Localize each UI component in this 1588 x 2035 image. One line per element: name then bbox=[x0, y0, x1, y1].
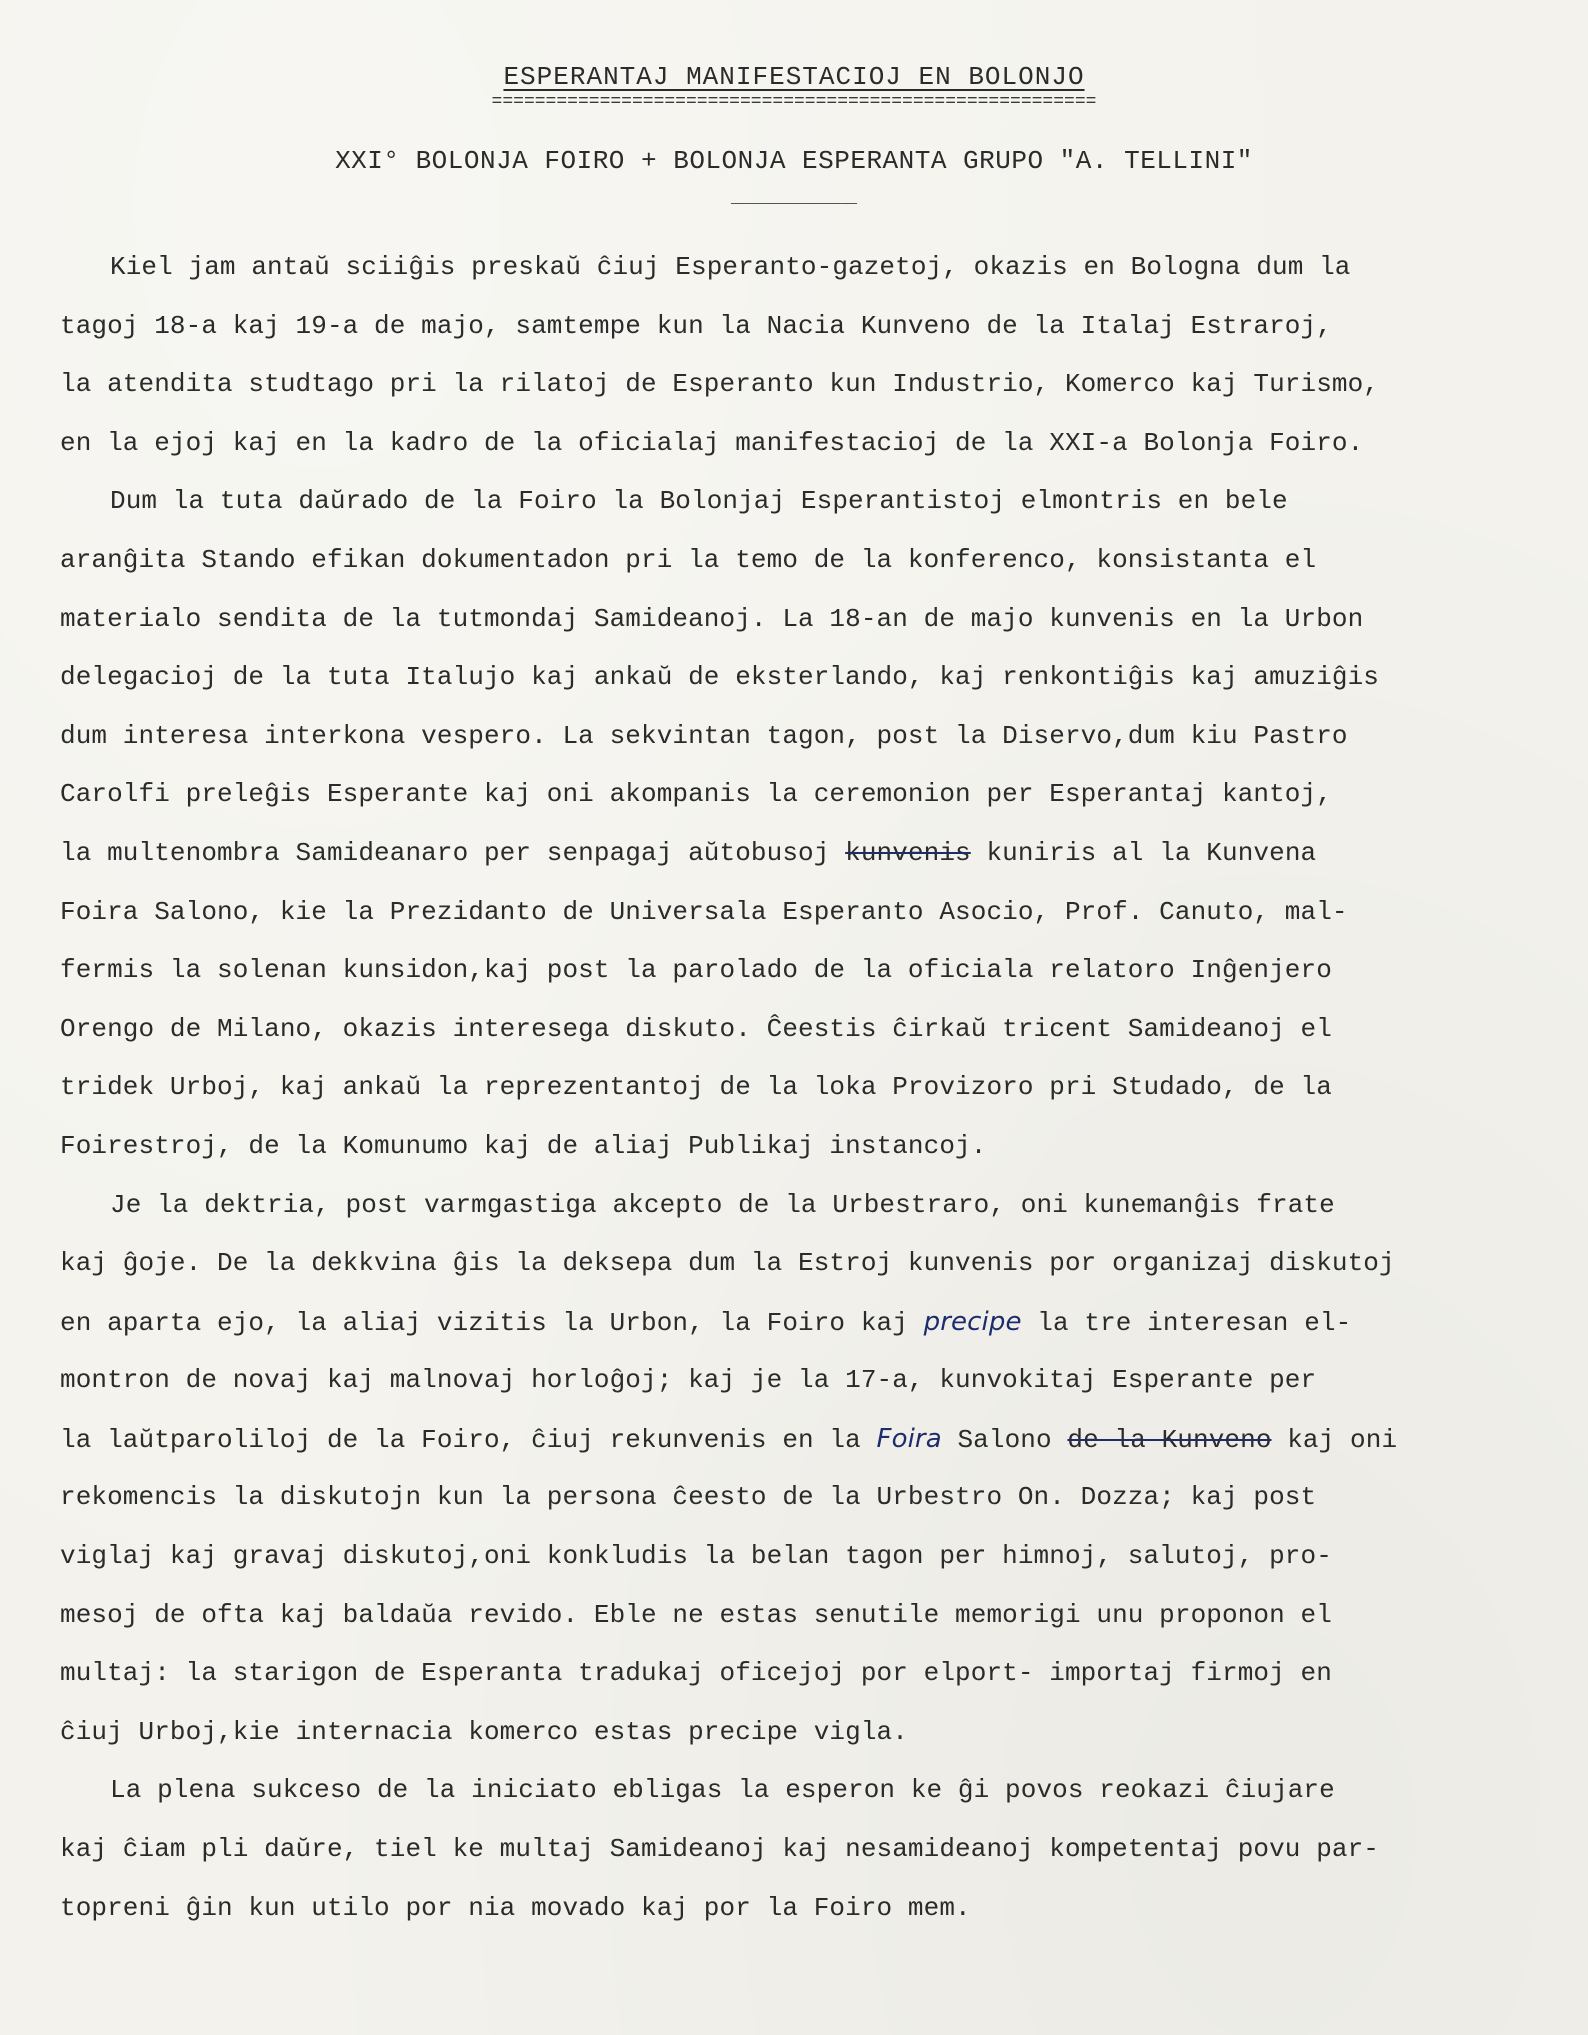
paragraph-4-line-1: La plena sukceso de la iniciato ebligas la esperon ke ĝi povos reokazi ĉiujare bbox=[110, 1775, 1335, 1806]
paragraph-3-line-9: multaj: la starigon de Esperanta tradukaj oficejoj por elport- importaj firmoj en bbox=[60, 1658, 1332, 1689]
paragraph-2-line-2: aranĝita Stando efikan dokumentadon pri la temo de la konferenco, konsistanta el bbox=[60, 544, 1317, 575]
paragraph-1-line-1: Kiel jam antaŭ sciiĝis preskaŭ ĉiuj Esperanto-gazetoj, okazis en Bologna dum la bbox=[110, 252, 1351, 282]
paragraph-2-line-11: tridek Urboj, kaj ankaŭ la reprezentantoj de la loka Provizoro pri Studado, de la bbox=[60, 1072, 1332, 1103]
paragraph-2-line-1: Dum la tuta daŭrado de la Foiro la Bolonjaj Esperantistoj elmontris en bele bbox=[110, 486, 1288, 517]
paragraph-1-line-2: tagoj 18-a kaj 19-a de majo, samtempe kun la Nacia Kunveno de la Italaj Estraroj, bbox=[60, 310, 1332, 341]
paragraph-1-line-4: en la ejoj kaj en la kadro de la oficialaj manifestacioj de la XXI-a Bolonja Foiro. bbox=[60, 427, 1364, 458]
handwritten-precipe: precipe bbox=[923, 1306, 1022, 1337]
line-21-text-b: Salono bbox=[941, 1424, 1068, 1455]
line-7-text-a: la multenombra Samideanaro per senpagaj aŭtobusoj bbox=[60, 837, 846, 868]
line-7-text-b: kuniris al la Kunvena bbox=[970, 837, 1317, 868]
paragraph-2-line-5: dum interesa interkona vespero. La sekvintan tagon, post la Diservo,dum kiu Pastro bbox=[60, 720, 1348, 751]
paragraph-4-line-3: topreni ĝin kun utilo por nia movado kaj por la Foiro mem. bbox=[60, 1892, 971, 1923]
paragraph-3-line-4: montron de novaj kaj malnovaj horloĝoj; kaj je la 17-a, kunvokitaj Esperante per bbox=[60, 1365, 1317, 1396]
handwritten-foira: Foira bbox=[876, 1423, 942, 1454]
struck-de-la-kunveno: de la Kunveno bbox=[1067, 1424, 1272, 1455]
paragraph-2-line-3: materialo sendita de la tutmondaj Samideanoj. La 18-an de majo kunvenis en la Urbon bbox=[60, 603, 1364, 634]
paragraph-3-line-10: ĉiuj Urboj,kie internacia komerco estas precipe vigla. bbox=[60, 1716, 908, 1747]
title-double-rule: ======================================================== bbox=[491, 92, 1097, 112]
line-21-text-c: kaj oni bbox=[1271, 1424, 1398, 1455]
subtitle-rule: ——————————————— bbox=[730, 196, 858, 212]
page-title: ESPERANTAJ MANIFESTACIOJ EN BOLONJO bbox=[503, 62, 1085, 92]
page-subtitle: XXI° BOLONJA FOIRO + BOLONJA ESPERANTA GRUPO "A. TELLINI" bbox=[335, 146, 1253, 176]
paragraph-2-line-9: fermis la solenan kunsidon,kaj post la parolado de la oficiala relatoro Inĝenjero bbox=[60, 955, 1332, 986]
paragraph-3-line-6: rekomencis la diskutojn kun la persona ĉeesto de la Urbestro On. Dozza; kaj post bbox=[60, 1482, 1317, 1513]
paragraph-2-line-10: Orengo de Milano, okazis interesega diskuto. Ĉeestis ĉirkaŭ tricent Samideanoj el bbox=[60, 1013, 1332, 1044]
paragraph-2-line-7 bbox=[60, 824, 1540, 883]
paragraph-2-line-4: delegacioj de la tuta Italujo kaj ankaŭ de eksterlando, kaj renkontiĝis kaj amuziĝis bbox=[60, 662, 1380, 693]
line-19-text-b: la tre interesan el- bbox=[1021, 1307, 1352, 1338]
paragraph-3-line-8: mesoj de ofta kaj baldaŭa revido. Eble ne estas senutile memorigi unu proponon el bbox=[60, 1599, 1332, 1630]
line-19-text-a: en aparta ejo, la aliaj vizitis la Urbon, la Foiro kaj bbox=[60, 1307, 924, 1338]
paragraph-3-line-5 bbox=[60, 1410, 1540, 1469]
paragraph-3-line-2: kaj ĝoje. De la dekkvina ĝis la deksepa dum la Estroj kunvenis por organizaj diskutoj bbox=[60, 1248, 1395, 1279]
article-body bbox=[60, 238, 1540, 1937]
paragraph-2-line-12: Foirestroj, de la Komunumo kaj de aliaj Publikaj instancoj. bbox=[60, 1130, 987, 1161]
paragraph-3-line-7: viglaj kaj gravaj diskutoj,oni konkludis la belan tagon per himnoj, salutoj, pro- bbox=[60, 1541, 1332, 1572]
paragraph-2-line-6: Carolfi preleĝis Esperante kaj oni akompanis la ceremonion per Esperantaj kantoj, bbox=[60, 779, 1332, 810]
paragraph-3-line-1: Je la dektria, post varmgastiga akcepto de la Urbestraro, oni kunemanĝis frate bbox=[110, 1189, 1335, 1220]
paragraph-1-line-3: la atendita studtago pri la rilatoj de Esperanto kun Industrio, Komerco kaj Turismo, bbox=[60, 369, 1380, 400]
line-21-text-a: la laŭtparoliloj de la Foiro, ĉiuj rekunvenis en la bbox=[60, 1424, 877, 1455]
paragraph-3-line-3 bbox=[60, 1293, 1540, 1352]
paragraph-4-line-2: kaj ĉiam pli daŭre, tiel ke multaj Samideanoj kaj nesamideanoj kompetentaj povu par- bbox=[60, 1834, 1380, 1865]
struck-word-kunvenis: kunvenis bbox=[845, 837, 971, 868]
paragraph-2-line-8: Foira Salono, kie la Prezidanto de Universala Esperanto Asocio, Prof. Canuto, mal- bbox=[60, 896, 1348, 927]
